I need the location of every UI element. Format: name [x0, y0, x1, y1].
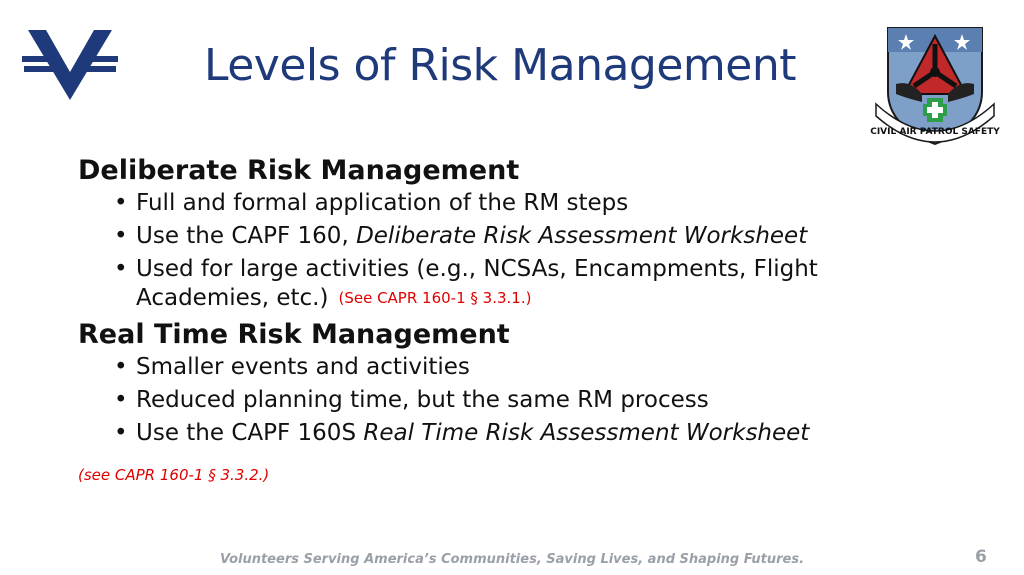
form-name: Real Time Risk Assessment Worksheet	[363, 420, 810, 446]
slide-content	[78, 153, 878, 452]
bullet-dot-icon: •	[114, 223, 128, 249]
bullet-dot-icon: •	[114, 387, 128, 413]
bullet-item	[114, 353, 878, 382]
bullet-text: Use the CAPF 160,	[136, 223, 357, 249]
bullet-item	[114, 255, 878, 313]
form-name: Deliberate Risk Assessment Worksheet	[356, 223, 808, 249]
shield-banner-text: CIVIL AIR PATROL SAFETY	[870, 127, 1000, 137]
bullet-text: Full and formal application of the RM steps	[136, 190, 629, 216]
bullet-item	[114, 386, 878, 415]
bullet-text: Use the CAPF 160S	[136, 420, 364, 446]
bullet-item	[114, 189, 878, 218]
section-heading-deliberate: Deliberate Risk Management	[78, 155, 520, 186]
bullet-dot-icon: •	[114, 420, 128, 446]
slide-title: Levels of Risk Management	[204, 40, 796, 91]
bullet-item	[114, 419, 878, 448]
regulation-footnote: (see CAPR 160-1 § 3.3.2.)	[78, 466, 270, 484]
bullet-text: Reduced planning time, but the same RM process	[136, 387, 709, 413]
page-number: 6	[975, 547, 987, 567]
bullet-dot-icon: •	[114, 256, 128, 282]
bullet-text: Smaller events and activities	[136, 354, 470, 380]
bullet-dot-icon: •	[114, 190, 128, 216]
bullet-list-deliberate	[78, 189, 878, 313]
section-heading-real-time: Real Time Risk Management	[78, 319, 510, 350]
bullet-item	[114, 222, 878, 251]
regulation-reference: (See CAPR 160-1 § 3.3.1.)	[338, 289, 532, 307]
bullet-text: Used for large activities (e.g., NCSAs, Encampments, Flight Academies, etc.)	[136, 256, 818, 311]
bullet-dot-icon: •	[114, 354, 128, 380]
civil-air-patrol-safety-shield-icon	[870, 22, 1000, 148]
footer-tagline: Volunteers Serving America’s Communities, Saving Lives, and Shaping Futures.	[219, 552, 805, 567]
bullet-list-real-time	[78, 353, 878, 448]
